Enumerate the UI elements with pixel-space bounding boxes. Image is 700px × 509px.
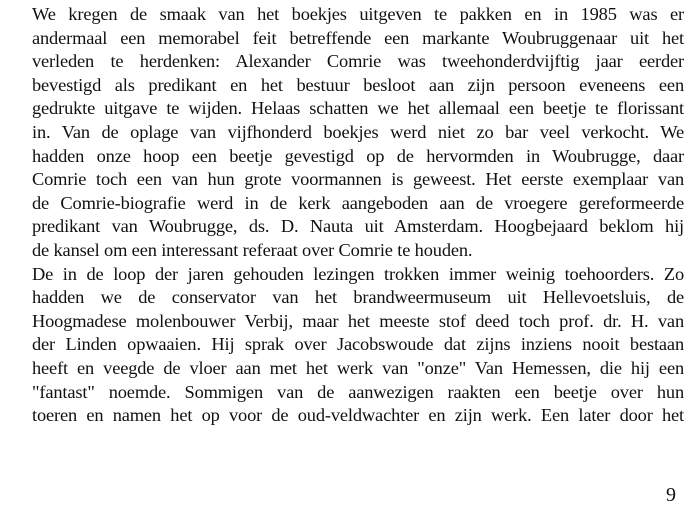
text-line: andermaal een memorabel feit betreffende een markante Woubruggenaar uit het [32,27,684,48]
text-line: der Linden opwaaien. Hij sprak over Jacobswoude dat zijns inziens nooit bestaan [32,334,684,355]
text-line: gedrukte uitgave te wijden. Helaas schatten we het allemaal een beetje te florissant [32,98,684,119]
text-line: "fantast" noemde. Sommigen van de aanwezigen raakten een beetje over hun [32,381,684,402]
text-line: de Comrie-biografie werd in de kerk aangeboden aan de vroegere gereformeerde [32,192,684,213]
text-line: hadden we de conservator van het brandweermuseum uit Hellevoetsluis, de [32,287,684,308]
text-line: verleden te herdenken: Alexander Comrie was tweehonderdvijftig jaar eerder [32,51,684,72]
text-line: predikant van Woubrugge, ds. D. Nauta uit Amsterdam. Hoogbejaard beklom hij [32,216,684,237]
text-line: hadden onze hoop een beetje gevestigd op de hervormden in Woubrugge, daar [32,145,684,166]
text-line: heeft en veegde de vloer aan met het werk van "onze" Van Hemessen, die hij een [32,357,684,378]
text-line: Comrie toch een van hun grote voormannen is geweest. Het eerste exemplaar van [32,169,684,190]
text-line: toeren en namen het op voor de oud-veldwachter en zijn werk. Een later door het [32,405,684,426]
text-line: in. Van de oplage van vijfhonderd boekjes werd niet zo bar veel verkocht. We [32,121,684,142]
text-line: Hoogmadese molenbouwer Verbij, maar het meeste stof deed toch prof. dr. H. van [32,310,684,331]
body-text [32,3,684,428]
text-line: bevestigd als predikant en het bestuur besloot aan zijn persoon eveneens een [32,74,684,95]
text-line: We kregen de smaak van het boekjes uitgeven te pakken en in 1985 was er [32,4,684,24]
page-number: 9 [666,484,676,506]
text-line: De in de loop der jaren gehouden lezingen trokken immer weinig toehoorders. Zo [32,263,684,284]
text-line: de kansel om een interessant referaat over Comrie te houden. [32,239,473,260]
